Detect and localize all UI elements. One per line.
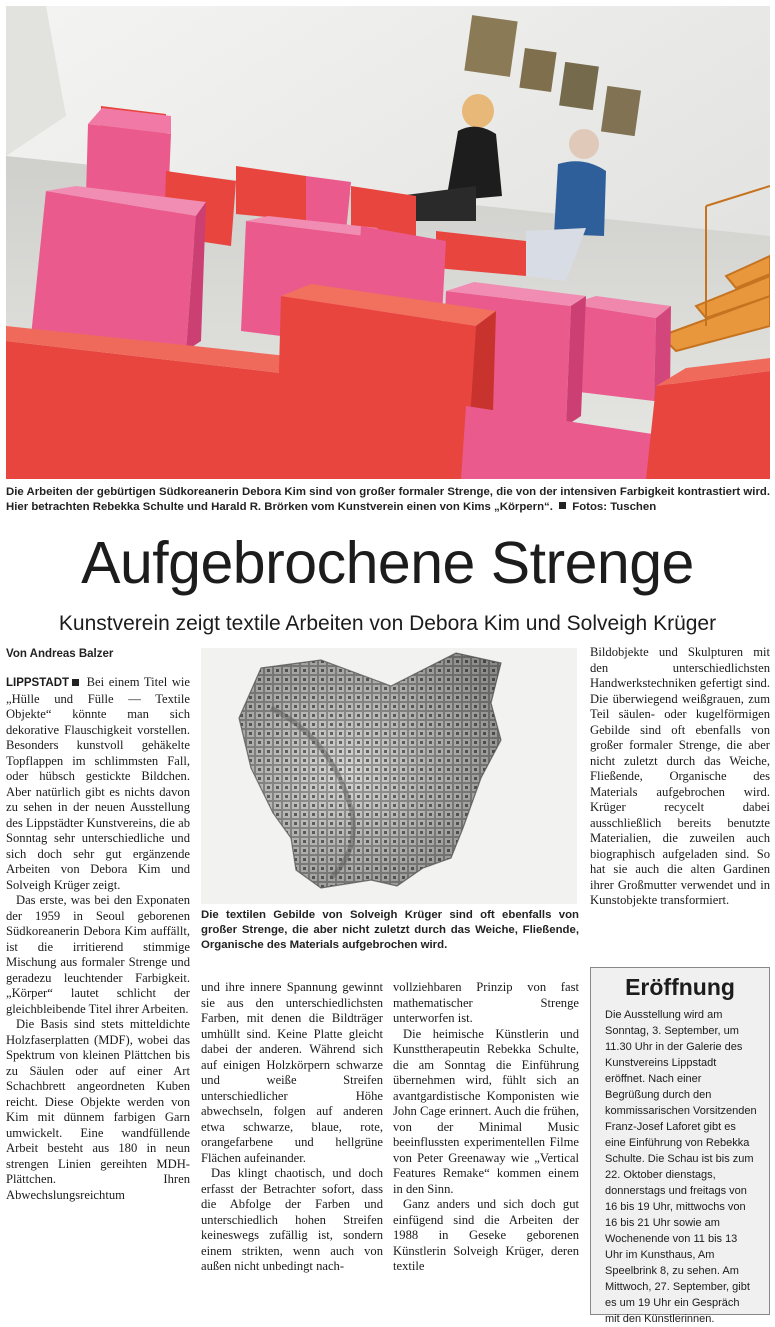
article-column-1 bbox=[6, 675, 190, 1203]
textile-object-photo bbox=[201, 648, 577, 904]
article-paragraph: und ihre innere Spannung gewinnt sie aus den unterschiedlichsten Farben, mit denen die Bildträger umhüllt sind. Keine Platte gleicht dabei der anderen. Während sich auf einigen Holzkörpern schwarze und weiße Streifen unterschiedlicher Höhe abwechseln, folgen auf anderen etwa schwarze, blaue, rote, orangefarbene und hellgrüne Flächen aufeinander. bbox=[201, 980, 383, 1165]
article-paragraph: Ganz anders und sich doch gut einfügend sind die Arbeiten der 1988 in Geseke geborenen Künstlerin Solveigh Krüger, deren textile bbox=[393, 1197, 579, 1273]
article-paragraph: Bildobjekte und Skulpturen mit den unterschiedlichsten Handwerkstechniken gefertigt sind. Die überwiegend weißgrauen, zum Teil säulen- oder kugelförmigen Gebilde sind oft ebenfalls von großer formaler Strenge, die aber nicht zuletzt durch das Weiche, Fließende, Organische des Materials aufgebrochen wird. Krüger recycelt dabei ausschließlich bereits benutzte Materialien, die zuweilen auch biographisch aufgeladen sind. So hat sie auch die alten Gardinen ihrer Großmutter verwendet und in Kunstobjekte transformiert. bbox=[590, 645, 770, 907]
photo-caption bbox=[6, 485, 770, 515]
photo-caption-text: Die Arbeiten der gebürtigen Südkoreanerin Debora Kim sind von großer formaler Strenge, die von der intensiven Farbigkeit kontrastiert wird. Hier betrachten Rebekka Schulte und Harald R. Brörken vom Kunstverein einen von Kims „Körpern“. bbox=[6, 486, 770, 513]
subheadline: Kunstverein zeigt textile Arbeiten von Debora Kim und Solveigh Krüger bbox=[58, 612, 717, 635]
article-paragraph: vollziehbaren Prinzip von fast mathematischer Strenge unterworfen ist. bbox=[393, 980, 579, 1025]
headline: Aufgebrochene Strenge bbox=[81, 530, 694, 596]
separator-square-icon bbox=[559, 502, 566, 509]
dateline: LIPPSTADT bbox=[6, 677, 70, 689]
exhibition-photo bbox=[6, 6, 770, 479]
article-column-4 bbox=[590, 645, 770, 909]
opening-box-title: Eröffnung bbox=[625, 974, 735, 1000]
opening-info-box bbox=[590, 967, 770, 1325]
opening-box-text: Die Ausstellung wird am Sonntag, 3. September, um 11.30 Uhr in der Galerie des Kunstvereins Lippstadt eröffnet. Nach einer Begrüßung durch den kommissarischen Vorsitzenden Franz-Josef Laforet gibt es eine Einführung von Rebekka Schulte. Die Schau ist bis zum 22. Oktober dienstags, donnerstags und freitags von 16 bis 19 Uhr, mittwochs von 16 bis 21 Uhr sowie am Wochenende von 11 bis 13 Uhr im Kunsthaus, Am Speelbrink 8, zu sehen. Am Mittwoch, 27. September, gibt es um 19 Uhr ein Gespräch mit den Künstlerinnen. bbox=[605, 1009, 757, 1325]
separator-square-icon bbox=[72, 679, 79, 686]
article-paragraph: Das klingt chaotisch, und doch erfasst der Betrachter sofort, dass die Abfolge der Farben und unterschiedlich hohen Streifen keineswegs zufällig ist, sondern einem strikten, wenn auch von außen nicht unbedingt nach- bbox=[201, 1166, 383, 1273]
article-paragraph: Die heimische Künstlerin und Kunsttherapeutin Rebekka Schulte, die am Sonntag die Einführung übernehmen wird, fühlt sich an avantgardistische Komponisten wie John Cage erinnert. Auch die frühen, von der Minimal Music beeinflussten experimentellen Filme von Peter Greenaway wie „Vertical Features Remake“ kommen einem in den Sinn. bbox=[393, 1026, 579, 1196]
article-column-3 bbox=[393, 980, 579, 1275]
textile-object-illustration bbox=[201, 648, 577, 904]
byline: Von Andreas Balzer bbox=[6, 648, 114, 660]
paragraph-text: Bei einem Titel wie „Hülle und Fülle — Textile Objekte“ könnte man sich dekorative Flauschigkeit vorstellen. Besonders kunstvoll gehäkelte Topflappen im schlimmsten Fall, oder hübsch gestickte Bildchen. Aber natürlich gibt es nichts davon zu sehen in der neuen Ausstellung des Lippstädter Kunstvereins, die ab Sonntag sehr unterschiedliche und sich doch sehr gut ergänzende Arbeiten von Debora Kim und Solveigh Krüger zeigt. bbox=[6, 675, 191, 892]
photo2-caption: Die textilen Gebilde von Solveigh Krüger sind oft ebenfalls von großer Strenge, die aber nicht zuletzt durch das Weiche, Fließende, Organische des Materials aufgebrochen wird. bbox=[201, 909, 579, 951]
article-paragraph bbox=[6, 675, 190, 893]
article-column-2 bbox=[201, 980, 383, 1275]
article-paragraph: Die Basis sind stets mitteldichte Holzfaserplatten (MDF), wobei das Spektrum von kleinen Plättchen bis zu Säulen oder auf einer Art Schachbrett angeordneten Kuben reicht. Diese Objekte werden von Kim mit dünnem farbigen Garn umwickelt. Eine wandfüllende Arbeit besteht aus 180 in neun strengen Linien gereihten MDH-Plättchen. Ihren Abwechslungsreichtum bbox=[6, 1017, 190, 1202]
article-paragraph: Das erste, was bei den Exponaten der 1959 in Seoul geborenen Südkoreanerin Debora Kim auffällt, ist die irritierend stimmige Mischung aus formaler Strenge und geradezu leuchtender Farbigkeit. „Körper“ lautet schlicht der gleichbleibende Titel ihrer Arbeiten. bbox=[6, 893, 190, 1016]
exhibition-photo-illustration bbox=[6, 6, 770, 479]
photo-credit: Fotos: Tuschen bbox=[572, 501, 657, 513]
